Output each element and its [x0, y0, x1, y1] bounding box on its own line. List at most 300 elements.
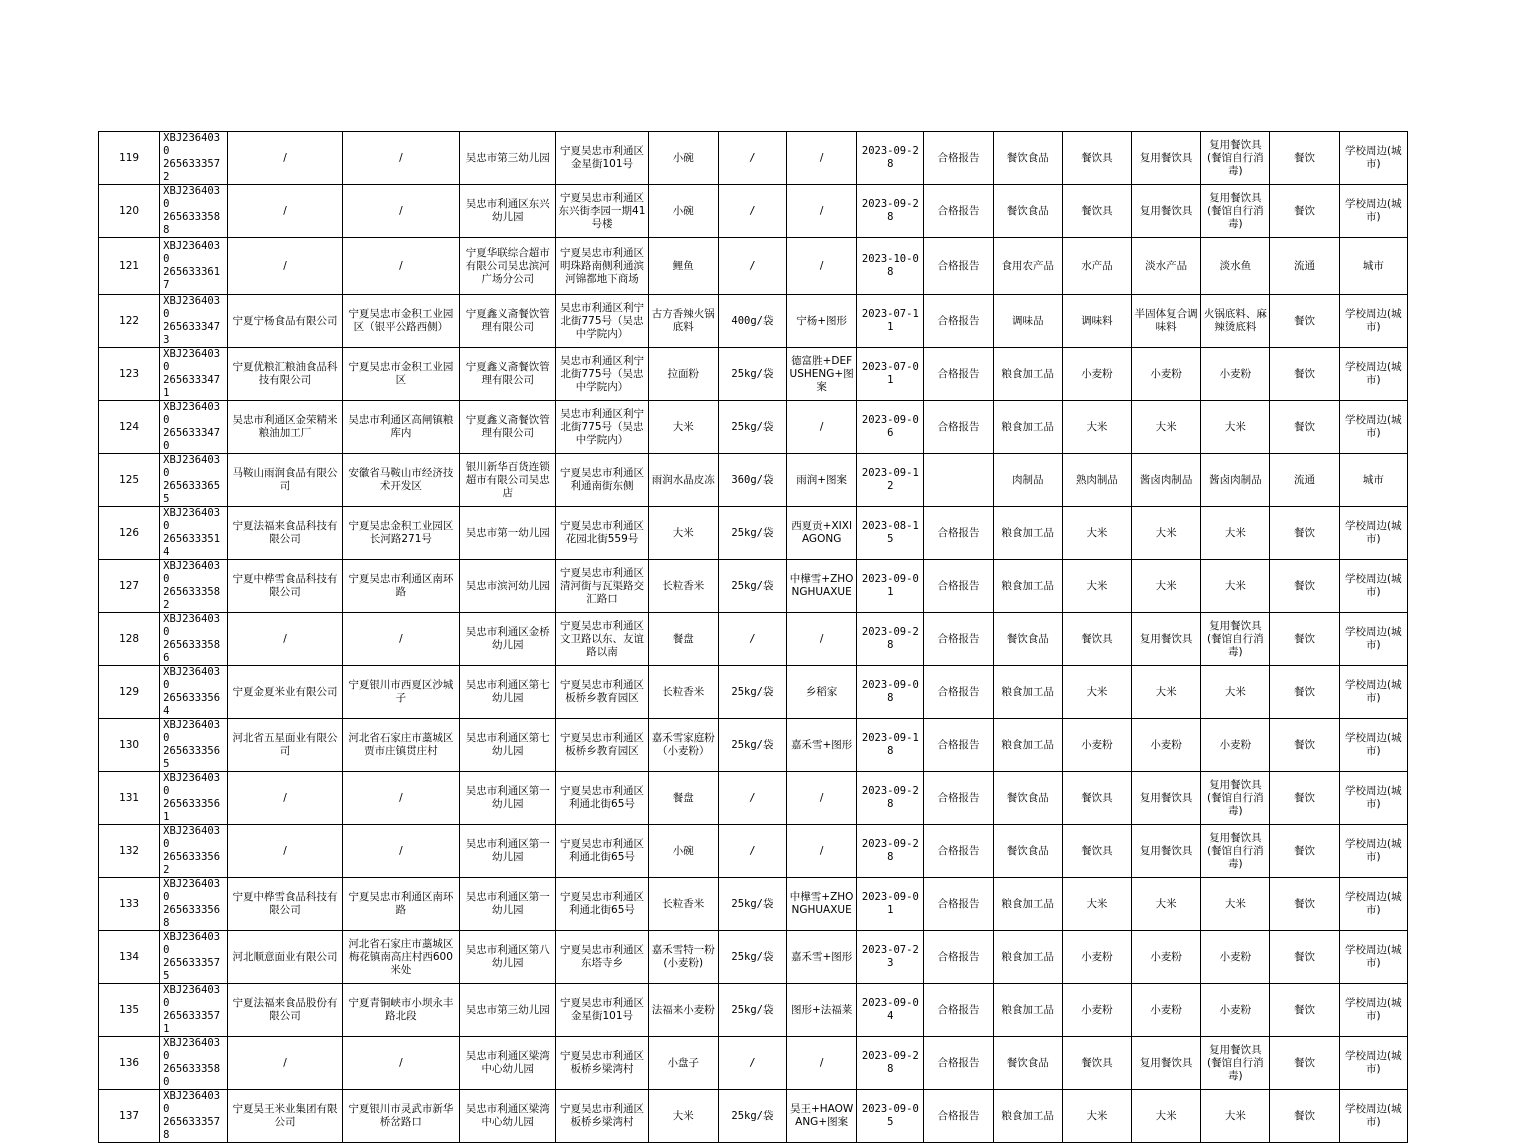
sample-code-cell: XBJ2364030 2656333565 — [160, 719, 228, 772]
area-type-cell: 学校周边(城市) — [1339, 931, 1407, 984]
row-number-cell: 134 — [99, 931, 160, 984]
result-cell: 合格报告 — [924, 772, 993, 825]
sampled-address-cell: 宁夏吴忠市利通区利通北街65号 — [556, 772, 648, 825]
table-row — [99, 666, 1408, 719]
brand-cell: 雨润+图案 — [787, 454, 857, 507]
table-row — [99, 348, 1408, 401]
sample-code-cell: XBJ2364030 2656333617 — [160, 238, 228, 295]
row-number-cell: 135 — [99, 984, 160, 1037]
category-3-cell: 大米 — [1132, 1090, 1201, 1143]
production-date-cell: 2023-09-08 — [857, 666, 924, 719]
category-2-cell: 大米 — [1062, 560, 1131, 613]
result-cell: 合格报告 — [924, 825, 993, 878]
category-2-cell: 大米 — [1062, 878, 1131, 931]
category-1-cell: 粮食加工品 — [993, 719, 1062, 772]
result-cell: 合格报告 — [924, 132, 993, 185]
area-type-cell: 学校周边(城市) — [1339, 878, 1407, 931]
production-date-cell: 2023-07-01 — [857, 348, 924, 401]
category-2-cell: 小麦粉 — [1062, 348, 1131, 401]
sampled-address-cell: 宁夏吴忠市利通区东塔寺乡 — [556, 931, 648, 984]
result-cell: 合格报告 — [924, 931, 993, 984]
row-number-cell: 137 — [99, 1090, 160, 1143]
brand-cell: / — [787, 185, 857, 238]
sampled-unit-cell: 吴忠市利通区第一幼儿园 — [460, 772, 556, 825]
producer-name-cell: 宁夏法福来食品股份有限公司 — [228, 984, 342, 1037]
category-4-cell: 复用餐饮具(餐馆自行消毒) — [1201, 613, 1270, 666]
table-row — [99, 772, 1408, 825]
result-cell: 合格报告 — [924, 666, 993, 719]
category-2-cell: 大米 — [1062, 666, 1131, 719]
table-row — [99, 825, 1408, 878]
category-1-cell: 粮食加工品 — [993, 878, 1062, 931]
category-4-cell: 大米 — [1201, 1090, 1270, 1143]
area-type-cell: 学校周边(城市) — [1339, 1090, 1407, 1143]
category-1-cell: 粮食加工品 — [993, 401, 1062, 454]
specification-cell: / — [718, 825, 786, 878]
sampled-unit-cell: 吴忠市利通区第八幼儿园 — [460, 931, 556, 984]
specification-cell: 25kg/袋 — [718, 666, 786, 719]
category-1-cell: 粮食加工品 — [993, 1090, 1062, 1143]
category-2-cell: 大米 — [1062, 401, 1131, 454]
product-name-cell: 大米 — [648, 507, 718, 560]
sampled-address-cell: 宁夏吴忠市利通区金星街101号 — [556, 984, 648, 1037]
category-1-cell: 食用农产品 — [993, 238, 1062, 295]
sampled-unit-cell: 吴忠市利通区第一幼儿园 — [460, 878, 556, 931]
category-2-cell: 小麦粉 — [1062, 984, 1131, 1037]
sample-code-cell: XBJ2364030 2656333470 — [160, 401, 228, 454]
area-type-cell: 学校周边(城市) — [1339, 719, 1407, 772]
category-4-cell: 小麦粉 — [1201, 348, 1270, 401]
area-type-cell: 学校周边(城市) — [1339, 507, 1407, 560]
category-3-cell: 大米 — [1132, 507, 1201, 560]
table-row — [99, 401, 1408, 454]
row-number-cell: 133 — [99, 878, 160, 931]
category-3-cell: 大米 — [1132, 666, 1201, 719]
producer-address-cell: / — [342, 1037, 459, 1090]
brand-cell: / — [787, 613, 857, 666]
link-cell: 餐饮 — [1270, 185, 1339, 238]
category-2-cell: 调味料 — [1062, 295, 1131, 348]
link-cell: 餐饮 — [1270, 666, 1339, 719]
category-2-cell: 大米 — [1062, 507, 1131, 560]
link-cell: 餐饮 — [1270, 878, 1339, 931]
product-name-cell: 鲤鱼 — [648, 238, 718, 295]
category-2-cell: 熟肉制品 — [1062, 454, 1131, 507]
category-4-cell: 复用餐饮具(餐馆自行消毒) — [1201, 1037, 1270, 1090]
product-name-cell: 法福来小麦粉 — [648, 984, 718, 1037]
area-type-cell: 城市 — [1339, 238, 1407, 295]
category-3-cell: 复用餐饮具 — [1132, 825, 1201, 878]
specification-cell: / — [718, 238, 786, 295]
sample-code-cell: XBJ2364030 2656333575 — [160, 931, 228, 984]
producer-name-cell: 宁夏优粮汇粮油食品科技有限公司 — [228, 348, 342, 401]
sample-code-cell: XBJ2364030 2656333572 — [160, 132, 228, 185]
product-name-cell: 长粒香米 — [648, 560, 718, 613]
specification-cell: 25kg/袋 — [718, 878, 786, 931]
category-2-cell: 餐饮具 — [1062, 613, 1131, 666]
category-3-cell: 大米 — [1132, 878, 1201, 931]
table-row — [99, 507, 1408, 560]
table-row — [99, 719, 1408, 772]
production-date-cell: 2023-09-18 — [857, 719, 924, 772]
producer-address-cell: / — [342, 772, 459, 825]
category-4-cell: 小麦粉 — [1201, 984, 1270, 1037]
specification-cell: 25kg/袋 — [718, 401, 786, 454]
product-name-cell: 嘉禾雪家庭粉（小麦粉） — [648, 719, 718, 772]
sampled-unit-cell: 宁夏华联综合超市有限公司吴忠滨河广场分公司 — [460, 238, 556, 295]
result-cell: 合格报告 — [924, 984, 993, 1037]
producer-address-cell: 宁夏银川市西夏区沙城子 — [342, 666, 459, 719]
brand-cell: / — [787, 825, 857, 878]
sampled-unit-cell: 吴忠市利通区东兴幼儿园 — [460, 185, 556, 238]
link-cell: 餐饮 — [1270, 401, 1339, 454]
sampled-address-cell: 宁夏吴忠市利通区板桥乡教育园区 — [556, 666, 648, 719]
product-name-cell: 嘉禾雪特一粉(小麦粉) — [648, 931, 718, 984]
link-cell: 餐饮 — [1270, 613, 1339, 666]
producer-name-cell: 河北省五星面业有限公司 — [228, 719, 342, 772]
sampled-address-cell: 宁夏吴忠市利通区利通北街65号 — [556, 878, 648, 931]
row-number-cell: 121 — [99, 238, 160, 295]
producer-name-cell: 宁夏法福来食品科技有限公司 — [228, 507, 342, 560]
sampled-address-cell: 宁夏吴忠市利通区东兴街李园一期41号楼 — [556, 185, 648, 238]
producer-name-cell: / — [228, 238, 342, 295]
category-1-cell: 调味品 — [993, 295, 1062, 348]
producer-name-cell: 马鞍山雨润食品有限公司 — [228, 454, 342, 507]
sample-code-cell: XBJ2364030 2656333586 — [160, 613, 228, 666]
producer-address-cell: 河北省石家庄市藁城区贾市庄镇贯庄村 — [342, 719, 459, 772]
area-type-cell: 学校周边(城市) — [1339, 984, 1407, 1037]
brand-cell: / — [787, 401, 857, 454]
area-type-cell: 学校周边(城市) — [1339, 772, 1407, 825]
production-date-cell: 2023-09-01 — [857, 560, 924, 613]
category-4-cell: 复用餐饮具(餐馆自行消毒) — [1201, 825, 1270, 878]
producer-name-cell: / — [228, 825, 342, 878]
production-date-cell: 2023-09-28 — [857, 613, 924, 666]
product-name-cell: 小碗 — [648, 825, 718, 878]
category-4-cell: 复用餐饮具(餐馆自行消毒) — [1201, 132, 1270, 185]
sampled-address-cell: 宁夏吴忠市利通区板桥乡梁湾村 — [556, 1037, 648, 1090]
category-2-cell: 小麦粉 — [1062, 931, 1131, 984]
product-name-cell: 古方香辣火锅底料 — [648, 295, 718, 348]
table-row — [99, 185, 1408, 238]
link-cell: 餐饮 — [1270, 1090, 1339, 1143]
link-cell: 餐饮 — [1270, 984, 1339, 1037]
production-date-cell: 2023-09-28 — [857, 772, 924, 825]
brand-cell: 西夏贡+XIXIAGONG — [787, 507, 857, 560]
category-2-cell: 餐饮具 — [1062, 825, 1131, 878]
row-number-cell: 127 — [99, 560, 160, 613]
producer-name-cell: 宁夏金夏米业有限公司 — [228, 666, 342, 719]
category-3-cell: 小麦粉 — [1132, 984, 1201, 1037]
specification-cell: 25kg/袋 — [718, 1090, 786, 1143]
sample-code-cell: XBJ2364030 2656333514 — [160, 507, 228, 560]
row-number-cell: 122 — [99, 295, 160, 348]
link-cell: 流通 — [1270, 454, 1339, 507]
table-row — [99, 132, 1408, 185]
sample-code-cell: XBJ2364030 2656333564 — [160, 666, 228, 719]
area-type-cell: 学校周边(城市) — [1339, 295, 1407, 348]
producer-address-cell: 安徽省马鞍山市经济技术开发区 — [342, 454, 459, 507]
area-type-cell: 学校周边(城市) — [1339, 348, 1407, 401]
area-type-cell: 学校周边(城市) — [1339, 185, 1407, 238]
producer-address-cell: 宁夏吴忠市金积工业园区（银平公路西侧） — [342, 295, 459, 348]
row-number-cell: 120 — [99, 185, 160, 238]
link-cell: 餐饮 — [1270, 772, 1339, 825]
producer-address-cell: 宁夏吴忠市金积工业园区 — [342, 348, 459, 401]
table-row — [99, 1090, 1408, 1143]
producer-name-cell: 宁夏中桦雪食品科技有限公司 — [228, 560, 342, 613]
sample-code-cell: XBJ2364030 2656333562 — [160, 825, 228, 878]
brand-cell: 昊王+HAOWANG+图案 — [787, 1090, 857, 1143]
producer-name-cell: / — [228, 185, 342, 238]
category-4-cell: 火锅底料、麻辣烫底料 — [1201, 295, 1270, 348]
category-4-cell: 大米 — [1201, 878, 1270, 931]
row-number-cell: 129 — [99, 666, 160, 719]
sampled-unit-cell: 宁夏鑫义斋餐饮管理有限公司 — [460, 295, 556, 348]
producer-address-cell: / — [342, 238, 459, 295]
result-cell: 合格报告 — [924, 613, 993, 666]
area-type-cell: 学校周边(城市) — [1339, 613, 1407, 666]
producer-name-cell: / — [228, 1037, 342, 1090]
sampled-unit-cell: 吴忠市第三幼儿园 — [460, 132, 556, 185]
result-cell: 合格报告 — [924, 295, 993, 348]
sampled-unit-cell: 吴忠市利通区梁湾中心幼儿园 — [460, 1090, 556, 1143]
producer-address-cell: / — [342, 825, 459, 878]
row-number-cell: 136 — [99, 1037, 160, 1090]
row-number-cell: 131 — [99, 772, 160, 825]
sample-code-cell: XBJ2364030 2656333655 — [160, 454, 228, 507]
area-type-cell: 城市 — [1339, 454, 1407, 507]
link-cell: 餐饮 — [1270, 295, 1339, 348]
row-number-cell: 126 — [99, 507, 160, 560]
category-1-cell: 餐饮食品 — [993, 1037, 1062, 1090]
table-row — [99, 878, 1408, 931]
production-date-cell: 2023-07-11 — [857, 295, 924, 348]
brand-cell: 中樺雪+ZHONGHUAXUE — [787, 878, 857, 931]
category-4-cell: 大米 — [1201, 560, 1270, 613]
category-4-cell: 大米 — [1201, 401, 1270, 454]
brand-cell: 德富胜+DEFUSHENG+图案 — [787, 348, 857, 401]
category-2-cell: 餐饮具 — [1062, 1037, 1131, 1090]
category-1-cell: 餐饮食品 — [993, 772, 1062, 825]
production-date-cell: 2023-09-28 — [857, 185, 924, 238]
result-cell: 合格报告 — [924, 507, 993, 560]
sampled-address-cell: 宁夏吴忠市利通区花园北街559号 — [556, 507, 648, 560]
product-name-cell: 长粒香米 — [648, 878, 718, 931]
table-body — [99, 132, 1408, 1143]
category-2-cell: 小麦粉 — [1062, 719, 1131, 772]
category-1-cell: 餐饮食品 — [993, 613, 1062, 666]
sampled-address-cell: 宁夏吴忠市利通区利通南街东侧 — [556, 454, 648, 507]
sample-code-cell: XBJ2364030 2656333561 — [160, 772, 228, 825]
specification-cell: 25kg/袋 — [718, 984, 786, 1037]
area-type-cell: 学校周边(城市) — [1339, 1037, 1407, 1090]
category-2-cell: 餐饮具 — [1062, 132, 1131, 185]
link-cell: 餐饮 — [1270, 825, 1339, 878]
sampled-unit-cell: 宁夏鑫义斋餐饮管理有限公司 — [460, 401, 556, 454]
category-2-cell: 大米 — [1062, 1090, 1131, 1143]
sampled-unit-cell: 银川新华百货连锁超市有限公司吴忠店 — [460, 454, 556, 507]
brand-cell: 乡稻家 — [787, 666, 857, 719]
brand-cell: / — [787, 132, 857, 185]
link-cell: 餐饮 — [1270, 931, 1339, 984]
producer-name-cell: / — [228, 132, 342, 185]
result-cell: 合格报告 — [924, 719, 993, 772]
product-name-cell: 拉面粉 — [648, 348, 718, 401]
producer-address-cell: 宁夏银川市灵武市新华桥岔路口 — [342, 1090, 459, 1143]
category-3-cell: 复用餐饮具 — [1132, 772, 1201, 825]
sample-code-cell: XBJ2364030 2656333473 — [160, 295, 228, 348]
category-4-cell: 小麦粉 — [1201, 931, 1270, 984]
brand-cell: 中樺雪+ZHONGHUAXUE — [787, 560, 857, 613]
area-type-cell: 学校周边(城市) — [1339, 666, 1407, 719]
producer-address-cell: / — [342, 132, 459, 185]
producer-address-cell: 宁夏青铜峡市小坝永丰路北段 — [342, 984, 459, 1037]
sampled-address-cell: 宁夏吴忠市利通区板桥乡梁湾村 — [556, 1090, 648, 1143]
category-3-cell: 小麦粉 — [1132, 348, 1201, 401]
product-name-cell: 小碗 — [648, 185, 718, 238]
category-4-cell: 淡水鱼 — [1201, 238, 1270, 295]
producer-address-cell: 宁夏吴忠市利通区南环路 — [342, 878, 459, 931]
sampled-unit-cell: 吴忠市第三幼儿园 — [460, 984, 556, 1037]
brand-cell: 图形+法福莱 — [787, 984, 857, 1037]
category-1-cell: 粮食加工品 — [993, 984, 1062, 1037]
row-number-cell: 128 — [99, 613, 160, 666]
specification-cell: / — [718, 132, 786, 185]
result-cell: 合格报告 — [924, 401, 993, 454]
producer-address-cell: / — [342, 185, 459, 238]
producer-name-cell: 宁夏中桦雪食品科技有限公司 — [228, 878, 342, 931]
production-date-cell: 2023-10-08 — [857, 238, 924, 295]
brand-cell: / — [787, 1037, 857, 1090]
link-cell: 餐饮 — [1270, 560, 1339, 613]
link-cell: 餐饮 — [1270, 1037, 1339, 1090]
sample-code-cell: XBJ2364030 2656333580 — [160, 1037, 228, 1090]
category-3-cell: 复用餐饮具 — [1132, 1037, 1201, 1090]
result-cell: 合格报告 — [924, 185, 993, 238]
category-3-cell: 大米 — [1132, 401, 1201, 454]
table-row — [99, 984, 1408, 1037]
category-4-cell: 复用餐饮具(餐馆自行消毒) — [1201, 772, 1270, 825]
category-1-cell: 餐饮食品 — [993, 185, 1062, 238]
producer-address-cell: 宁夏吴忠市利通区南环路 — [342, 560, 459, 613]
link-cell: 流通 — [1270, 238, 1339, 295]
product-name-cell: 小碗 — [648, 132, 718, 185]
sampled-address-cell: 宁夏吴忠市利通区利通北街65号 — [556, 825, 648, 878]
category-1-cell: 餐饮食品 — [993, 825, 1062, 878]
production-date-cell: 2023-09-01 — [857, 878, 924, 931]
result-cell: 合格报告 — [924, 238, 993, 295]
category-1-cell: 肉制品 — [993, 454, 1062, 507]
row-number-cell: 130 — [99, 719, 160, 772]
sampled-unit-cell: 吴忠市利通区第一幼儿园 — [460, 825, 556, 878]
sampled-unit-cell: 吴忠市利通区梁湾中心幼儿园 — [460, 1037, 556, 1090]
table-row — [99, 295, 1408, 348]
producer-name-cell: / — [228, 772, 342, 825]
category-4-cell: 复用餐饮具(餐馆自行消毒) — [1201, 185, 1270, 238]
producer-name-cell: / — [228, 613, 342, 666]
category-3-cell: 复用餐饮具 — [1132, 132, 1201, 185]
link-cell: 餐饮 — [1270, 719, 1339, 772]
specification-cell: 25kg/袋 — [718, 719, 786, 772]
sample-code-cell: XBJ2364030 2656333578 — [160, 1090, 228, 1143]
category-3-cell: 大米 — [1132, 560, 1201, 613]
result-cell: 合格报告 — [924, 1090, 993, 1143]
table-row — [99, 613, 1408, 666]
area-type-cell: 学校周边(城市) — [1339, 825, 1407, 878]
production-date-cell: 2023-09-28 — [857, 825, 924, 878]
link-cell: 餐饮 — [1270, 507, 1339, 560]
area-type-cell: 学校周边(城市) — [1339, 560, 1407, 613]
sample-code-cell: XBJ2364030 2656333588 — [160, 185, 228, 238]
sampled-address-cell: 宁夏吴忠市利通区明珠路南侧利通滨河锦都地下商场 — [556, 238, 648, 295]
sample-code-cell: XBJ2364030 2656333471 — [160, 348, 228, 401]
category-3-cell: 淡水产品 — [1132, 238, 1201, 295]
result-cell: 合格报告 — [924, 560, 993, 613]
category-2-cell: 水产品 — [1062, 238, 1131, 295]
category-1-cell: 粮食加工品 — [993, 348, 1062, 401]
product-name-cell: 长粒香米 — [648, 666, 718, 719]
row-number-cell: 125 — [99, 454, 160, 507]
production-date-cell: 2023-08-15 — [857, 507, 924, 560]
category-3-cell: 小麦粉 — [1132, 931, 1201, 984]
sampling-results-table — [98, 131, 1408, 1143]
specification-cell: 25kg/袋 — [718, 560, 786, 613]
category-1-cell: 餐饮食品 — [993, 132, 1062, 185]
producer-name-cell: 宁夏昊王米业集团有限公司 — [228, 1090, 342, 1143]
category-2-cell: 餐饮具 — [1062, 185, 1131, 238]
sampled-unit-cell: 吴忠市第一幼儿园 — [460, 507, 556, 560]
producer-address-cell: 宁夏吴忠金积工业园区长河路271号 — [342, 507, 459, 560]
category-3-cell: 复用餐饮具 — [1132, 185, 1201, 238]
table-row — [99, 560, 1408, 613]
sampled-unit-cell: 吴忠市滨河幼儿园 — [460, 560, 556, 613]
specification-cell: / — [718, 185, 786, 238]
link-cell: 餐饮 — [1270, 348, 1339, 401]
category-2-cell: 餐饮具 — [1062, 772, 1131, 825]
sample-code-cell: XBJ2364030 2656333582 — [160, 560, 228, 613]
table-row — [99, 238, 1408, 295]
category-4-cell: 大米 — [1201, 507, 1270, 560]
sampled-unit-cell: 宁夏鑫义斋餐饮管理有限公司 — [460, 348, 556, 401]
production-date-cell: 2023-09-28 — [857, 1037, 924, 1090]
category-4-cell: 小麦粉 — [1201, 719, 1270, 772]
sampled-unit-cell: 吴忠市利通区第七幼儿园 — [460, 666, 556, 719]
sampled-address-cell: 宁夏吴忠市利通区清河街与瓦渠路交汇路口 — [556, 560, 648, 613]
category-3-cell: 半固体复合调味料 — [1132, 295, 1201, 348]
specification-cell: 25kg/袋 — [718, 348, 786, 401]
sampled-address-cell: 吴忠市利通区利宁北街775号（吴忠中学院内） — [556, 295, 648, 348]
sample-code-cell: XBJ2364030 2656333571 — [160, 984, 228, 1037]
category-4-cell: 大米 — [1201, 666, 1270, 719]
table-row — [99, 931, 1408, 984]
production-date-cell: 2023-09-12 — [857, 454, 924, 507]
product-name-cell: 餐盘 — [648, 613, 718, 666]
product-name-cell: 餐盘 — [648, 772, 718, 825]
producer-address-cell: 吴忠市利通区高闸镇粮库内 — [342, 401, 459, 454]
sampled-unit-cell: 吴忠市利通区第七幼儿园 — [460, 719, 556, 772]
brand-cell: 宁杨+图形 — [787, 295, 857, 348]
result-cell: 合格报告 — [924, 878, 993, 931]
specification-cell: / — [718, 613, 786, 666]
specification-cell: 360g/袋 — [718, 454, 786, 507]
specification-cell: / — [718, 1037, 786, 1090]
sampled-unit-cell: 吴忠市利通区金桥幼儿园 — [460, 613, 556, 666]
producer-name-cell: 河北顺意面业有限公司 — [228, 931, 342, 984]
row-number-cell: 124 — [99, 401, 160, 454]
sampled-address-cell: 宁夏吴忠市利通区文卫路以东、友谊路以南 — [556, 613, 648, 666]
category-1-cell: 粮食加工品 — [993, 666, 1062, 719]
